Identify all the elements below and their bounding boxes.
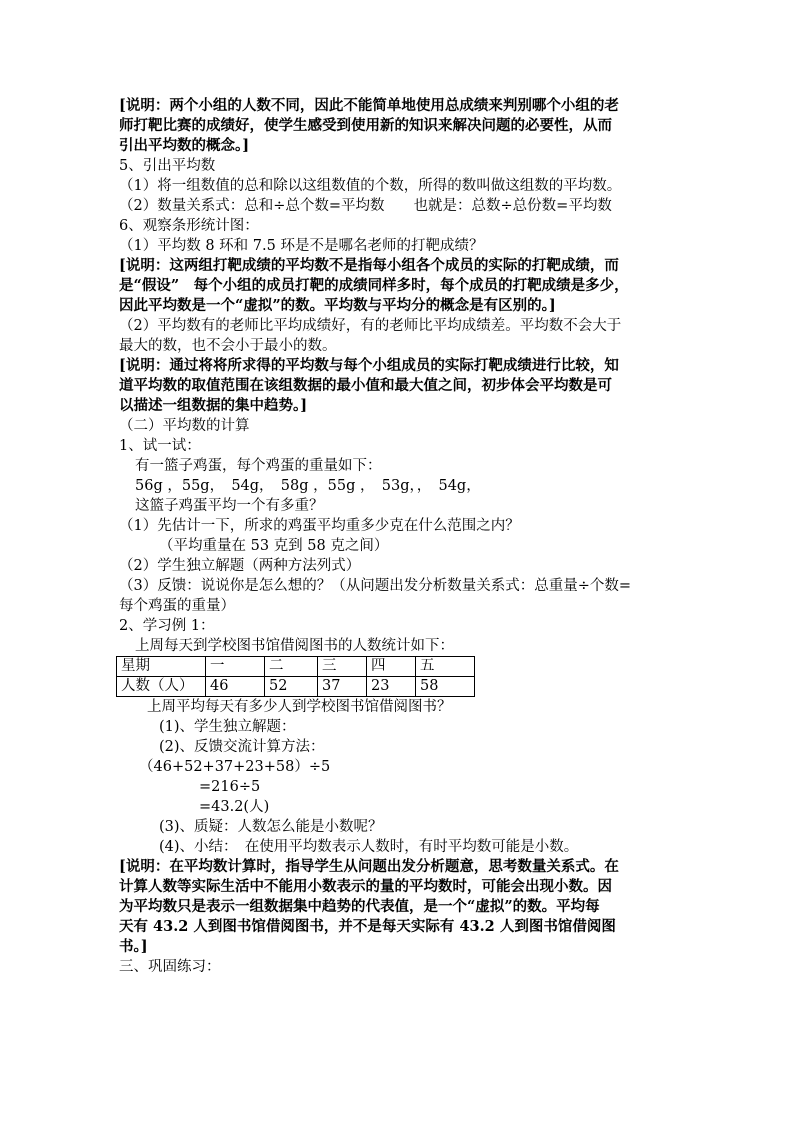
section-heading: 6、观察条形统计图： (119, 218, 259, 234)
text-line: (4)、小结： 在使用平均数表示人数时，有时平均数可能是小数。 (159, 839, 579, 855)
table-cell: 46 (206, 677, 265, 697)
formula-line: （46+52+37+23+58）÷5 (139, 759, 331, 775)
section-heading: （二）平均数的计算 (119, 418, 250, 434)
table-cell: 23 (367, 677, 416, 697)
note-line: [说明：在平均数计算时，指导学生从问题出发分析题意，思考数量关系式。在 (119, 858, 619, 875)
note-line: 天有 43.2 人到图书馆借阅图书，并不是每天实际有 43.2 人到图书馆借阅图 (119, 918, 616, 935)
table-cell: 星期 (117, 657, 206, 677)
text-line: 56g ，55g， 54g， 58g ，55g ， 53g，， 54g， (135, 478, 481, 494)
note-line: 师打靶比赛的成绩好，使学生感受到使用新的知识来解决问题的必要性，从而 (119, 117, 612, 134)
text-line: （2）平均数有的老师比平均成绩好，有的老师比平均成绩差。平均数不会大于 (119, 318, 622, 334)
library-visitors-table (116, 656, 475, 697)
note-line: 为平均数只是表示一组数据集中趋势的代表值，是一个“虚拟”的数。平均每 (119, 898, 600, 915)
text-line: (1)、学生独立解题： (159, 719, 296, 735)
section-heading: 2、学习例 1： (119, 618, 215, 634)
text-line: （1）将一组数值的总和除以这组数值的个数，所得的数叫做这组数的平均数。 (119, 178, 622, 194)
section-heading: 三、巩固练习： (119, 959, 221, 975)
note-line: 以描述一组数据的集中趋势。] (119, 397, 308, 414)
table-row (117, 657, 475, 677)
text-line: 上周每天到学校图书馆借阅图书的人数统计如下： (135, 638, 454, 654)
section-heading: 1、试一试： (119, 438, 201, 454)
note-line: 引出平均数的概念。] (119, 137, 250, 154)
text-line: 有一篮子鸡蛋，每个鸡蛋的重量如下： (135, 458, 382, 474)
table-cell: 52 (265, 677, 318, 697)
note-line: [说明：通过将将所求得的平均数与每个小组成员的实际打靶成绩进行比较，知 (119, 357, 619, 374)
table-cell: 二 (265, 657, 318, 677)
text-line: (2)、反馈交流计算方法： (159, 739, 325, 755)
table-cell: 人数（人） (117, 677, 206, 697)
note-line: 书。] (119, 938, 148, 955)
table-cell: 四 (367, 657, 416, 677)
note-line: 道平均数的取值范围在该组数据的最小值和最大值之间，初步体会平均数是可 (119, 377, 612, 394)
formula-line: =216÷5 (199, 779, 261, 795)
table-cell: 一 (206, 657, 265, 677)
text-line: （平均重量在 53 克到 58 克之间） (159, 538, 389, 554)
table-row (117, 677, 475, 697)
table-cell: 58 (416, 677, 475, 697)
text-line: (3)、质疑：人数怎么能是小数呢？ (159, 819, 383, 835)
document-page (119, 96, 679, 977)
table-cell: 三 (318, 657, 367, 677)
section-heading: 5、引出平均数 (119, 158, 216, 174)
note-line: 因此平均数是一个“虚拟”的数。平均数与平均分的概念是有区别的。] (119, 297, 556, 314)
table-cell: 五 (416, 657, 475, 677)
text-line: 最大的数，也不会小于最小的数。 (119, 338, 337, 354)
note-line: [说明：两个小组的人数不同，因此不能简单地使用总成绩来判别哪个小组的老 (119, 97, 619, 114)
text-line: （1）先估计一下，所求的鸡蛋平均重多少克在什么范围之内？ (119, 518, 520, 534)
text-line: （3）反馈：说说你是怎么想的？（从问题出发分析数量关系式：总重量÷个数= (119, 578, 632, 594)
note-line: [说明：这两组打靶成绩的平均数不是指每小组各个成员的实际的打靶成绩，而 (119, 257, 619, 274)
text-line: （2）学生独立解题（两种方法列式） (119, 558, 361, 574)
formula-line: =43.2(人) (199, 799, 270, 815)
text-line: 这篮子鸡蛋平均一个有多重？ (135, 498, 324, 514)
note-line: 计算人数等实际生活中不能用小数表示的量的平均数时，可能会出现小数。因 (119, 878, 612, 895)
table-cell: 37 (318, 677, 367, 697)
text-line: （2）数量关系式：总和÷总个数=平均数 也就是：总数÷总份数=平均数 (119, 198, 612, 214)
text-line: 上周平均每天有多少人到学校图书馆借阅图书？ (147, 699, 452, 715)
note-line: 是“假设” 每个小组的成员打靶的成绩同样多时，每个成员的打靶成绩是多少， (119, 277, 629, 294)
text-line: 每个鸡蛋的重量） (119, 598, 235, 614)
text-line: （1）平均数 8 环和 7.5 环是不是哪名老师的打靶成绩？ (119, 238, 484, 254)
